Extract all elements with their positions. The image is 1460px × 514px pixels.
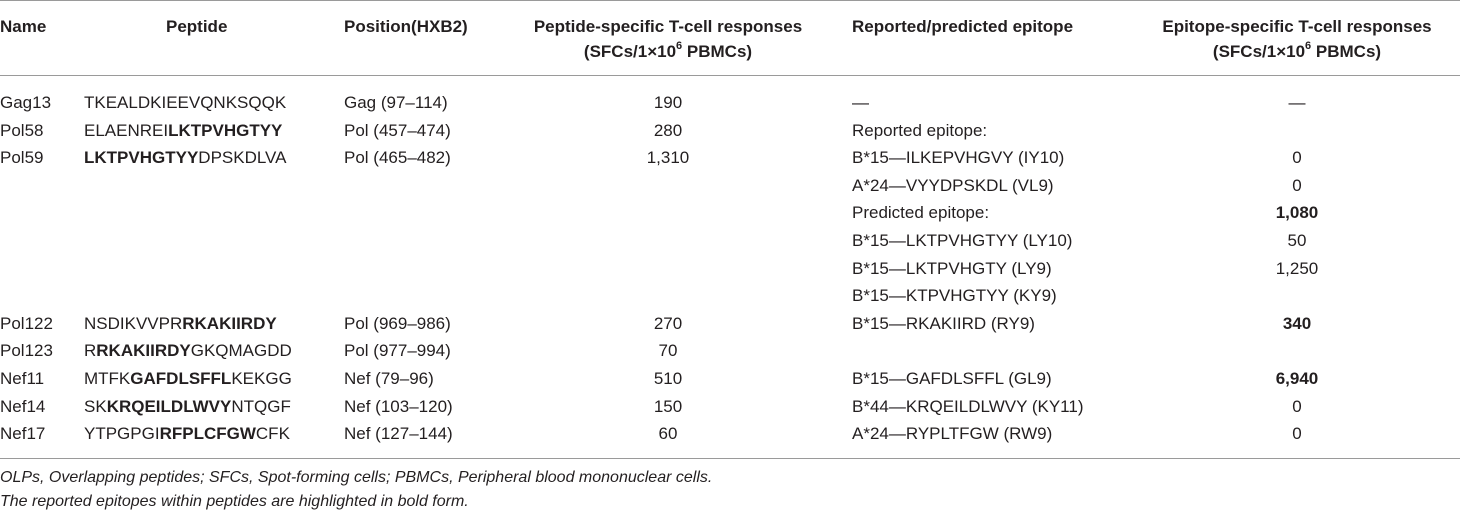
header-name: Name [0, 17, 47, 36]
row-position: Nef (79–96) [344, 369, 434, 388]
row-epitope-response: 0 [1292, 176, 1302, 195]
row-position: Pol (465–482) [344, 148, 451, 167]
peptide-segment: KEKGG [231, 369, 292, 388]
row-epitope-response: 1,250 [1275, 259, 1319, 278]
peptide-epitope-bold: LKTPVHGTYY [168, 121, 283, 140]
row-peptide-response: 70 [658, 341, 678, 360]
footnote-abbreviations: OLPs, Overlapping peptides; SFCs, Spot-forming cells; PBMCs, Peripheral blood mononuclear cells. [0, 469, 713, 486]
row-epitope: B*15—KTPVHGTYY (KY9) [852, 286, 1057, 305]
row-peptide-response: 60 [658, 424, 678, 443]
row-peptide-response: 150 [653, 397, 683, 416]
header-epitope-responses-line2: ($SFCs/1\times 10^6$ PBMCs) [1212, 40, 1382, 61]
peptide-segment: ELAENREI [84, 121, 169, 140]
row-epitope: A*24—VYYDPSKDL (VL9) [852, 176, 1054, 195]
row-epitope: B*15—RKAKIIRD (RY9) [852, 314, 1035, 333]
row-epitope: Reported epitope: [852, 121, 988, 140]
row-peptide [84, 339, 292, 363]
row-peptide [84, 119, 282, 143]
row-position: Pol (977–994) [344, 341, 451, 360]
row-peptide-response: 270 [653, 314, 683, 333]
row-position: Pol (969–986) [344, 314, 451, 333]
row-epitope-response: 0 [1292, 397, 1302, 416]
row-epitope-response: 1,080 [1275, 203, 1319, 222]
table-top-rule [0, 0, 1460, 1]
peptide-segment: NTQGF [231, 397, 291, 416]
header-peptide: Peptide [166, 17, 228, 36]
row-epitope: A*24—RYPLTFGW (RW9) [852, 424, 1053, 443]
table-bottom-rule [0, 458, 1460, 459]
footnote-bold-note: The reported epitopes within peptides are highlighted in bold form. [0, 493, 469, 510]
header-bottom-rule [0, 75, 1460, 76]
row-peptide [84, 146, 286, 170]
row-epitope: B*15—LKTPVHGTYY (LY10) [852, 231, 1073, 250]
peptide-epitope-bold: LKTPVHGTYY [84, 148, 199, 167]
row-epitope-response: 0 [1292, 148, 1302, 167]
row-name: Gag13 [0, 93, 52, 112]
peptide-segment: R [84, 341, 97, 360]
peptide-segment: SK [84, 397, 107, 416]
row-epitope: — [852, 93, 869, 112]
row-peptide [84, 422, 290, 446]
row-epitope-response: 340 [1282, 314, 1312, 333]
header-epitope-responses-line1: Epitope-specific T-cell responses [1162, 17, 1432, 36]
row-peptide-response: 280 [653, 121, 683, 140]
peptide-segment: YTPGPGI [84, 424, 160, 443]
row-name: Pol58 [0, 121, 44, 140]
row-epitope: B*15—GAFDLSFFL (GL9) [852, 369, 1052, 388]
row-position: Nef (127–144) [344, 424, 453, 443]
row-name: Nef14 [0, 397, 46, 416]
header-epitope: Reported/predicted epitope [852, 17, 1074, 36]
row-epitope-response: 50 [1287, 231, 1307, 250]
header-position: Position(HXB2) [344, 17, 468, 36]
peptide-epitope-bold: RKAKIIRDY [96, 341, 191, 360]
row-position: Pol (457–474) [344, 121, 451, 140]
row-peptide-response: 1,310 [646, 148, 690, 167]
peptide-segment: NSDIKVVPR [84, 314, 183, 333]
row-epitope-response: 6,940 [1275, 369, 1319, 388]
peptide-epitope-bold: KRQEILDLWVY [106, 397, 232, 416]
header-peptide-responses-line1: Peptide-specific T-cell responses [533, 17, 803, 36]
row-peptide [84, 367, 292, 391]
peptide-segment: DPSKDLVA [198, 148, 287, 167]
row-epitope-response: — [1288, 93, 1306, 112]
row-epitope: B*15—ILKEPVHGVY (IY10) [852, 148, 1065, 167]
row-name: Pol123 [0, 341, 53, 360]
peptide-segment: TKEALDKIEEVQNKSQQK [84, 93, 287, 112]
row-epitope-response: 0 [1292, 424, 1302, 443]
row-name: Pol59 [0, 148, 44, 167]
row-peptide [84, 395, 291, 419]
header-epitope-responses [1138, 14, 1456, 64]
header-peptide-responses [508, 14, 828, 64]
peptide-segment: MTFK [84, 369, 131, 388]
row-position: Gag (97–114) [344, 93, 448, 112]
peptide-epitope-bold: RFPLCFGW [159, 424, 256, 443]
row-peptide [84, 91, 286, 115]
header-peptide-responses-line2: ($SFCs/1\times 10^6$ PBMCs) [583, 40, 753, 61]
row-name: Pol122 [0, 314, 53, 333]
row-peptide-response: 510 [653, 369, 683, 388]
peptide-epitope-bold: RKAKIIRDY [182, 314, 277, 333]
row-epitope: Predicted epitope: [852, 203, 990, 222]
row-epitope: B*44—KRQEILDLWVY (KY11) [852, 397, 1084, 416]
row-epitope: B*15—LKTPVHGTY (LY9) [852, 259, 1052, 278]
row-peptide [84, 312, 277, 336]
row-name: Nef11 [0, 369, 45, 388]
row-position: Nef (103–120) [344, 397, 453, 416]
peptide-segment: GKQMAGDD [190, 341, 292, 360]
row-name: Nef17 [0, 424, 46, 443]
row-peptide-response: 190 [653, 93, 683, 112]
peptide-epitope-bold: GAFDLSFFL [130, 369, 232, 388]
peptide-segment: CFK [255, 424, 290, 443]
